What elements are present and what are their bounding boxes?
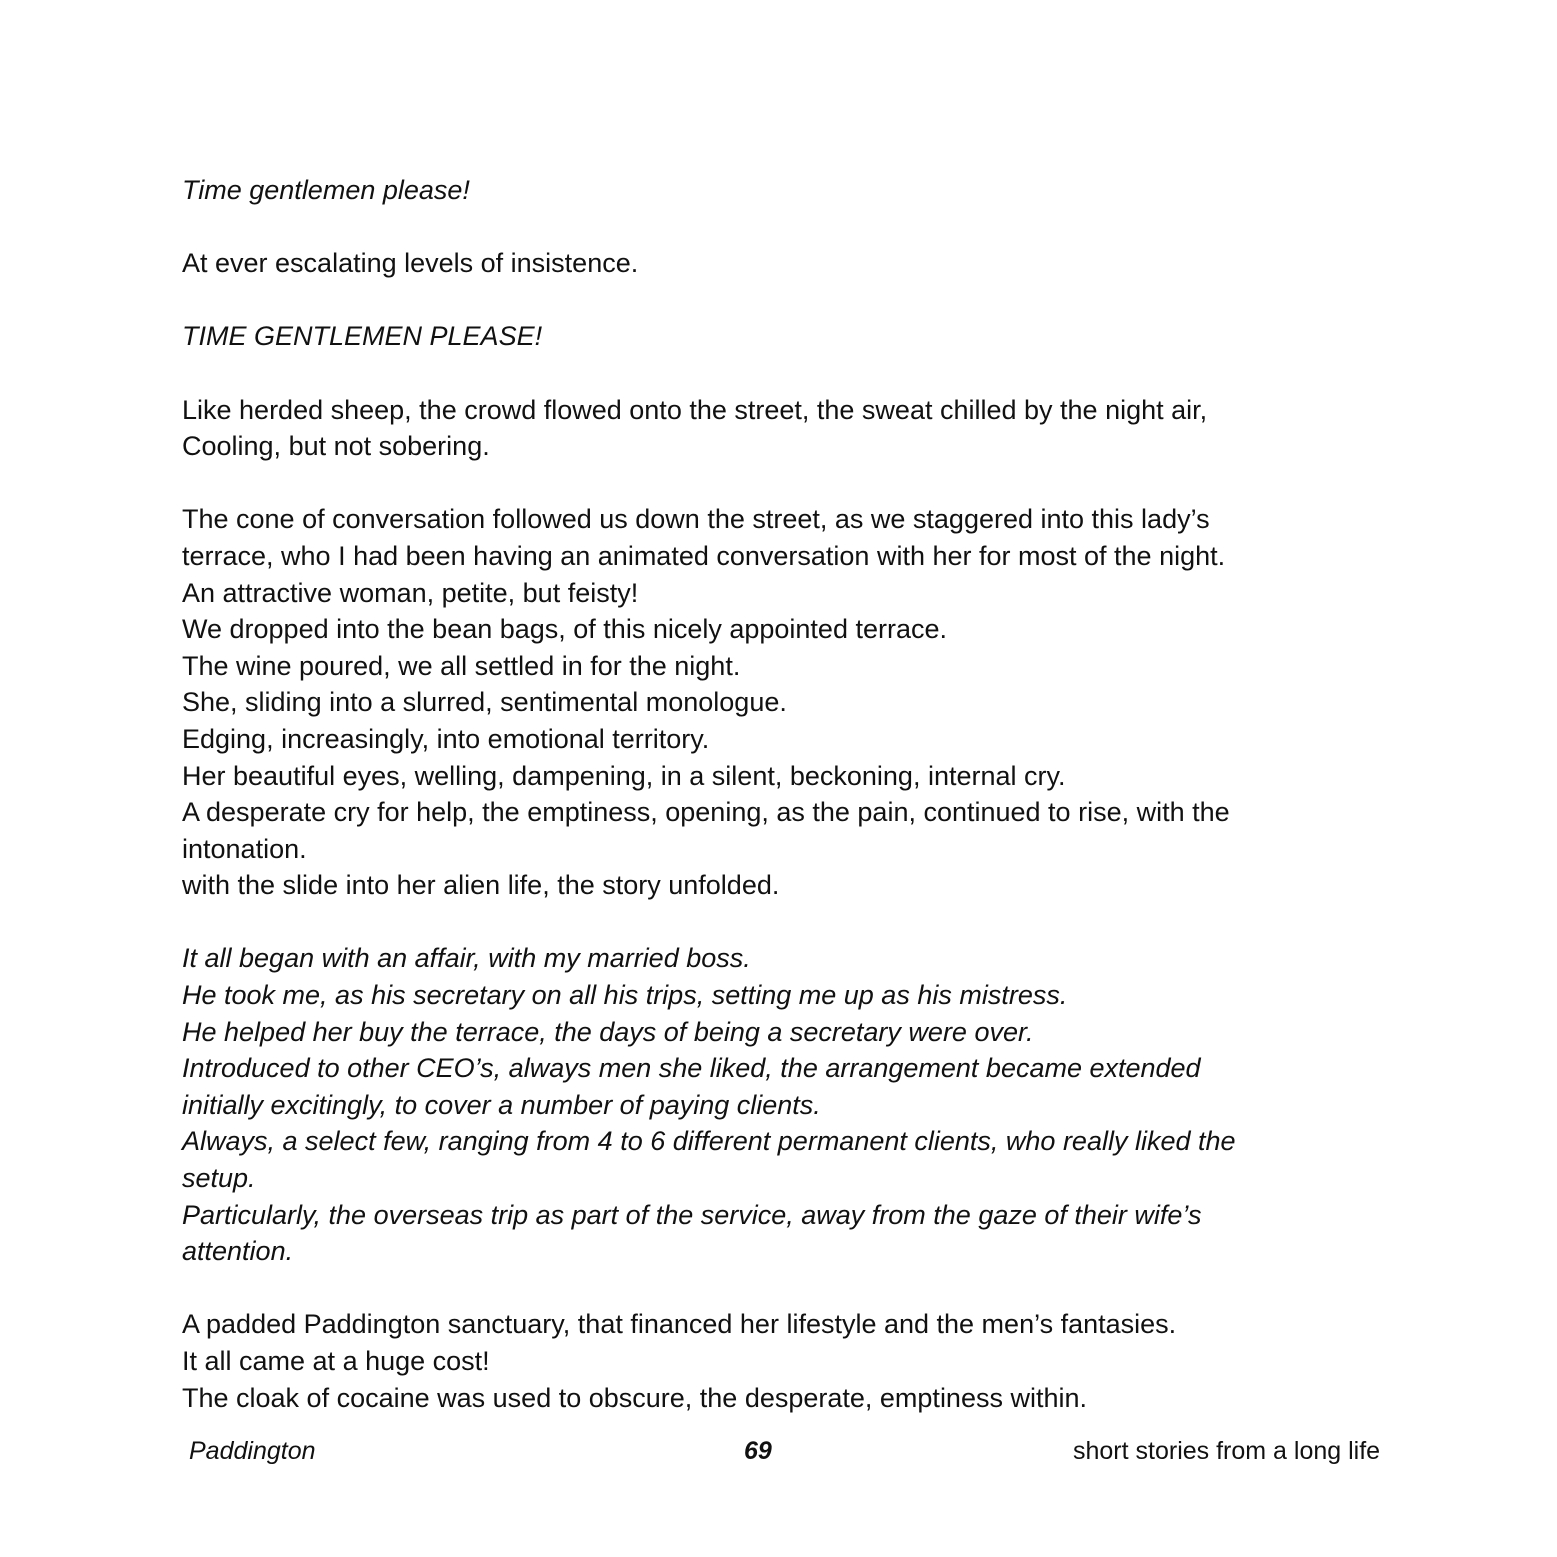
narration-line: At ever escalating levels of insistence. (182, 248, 639, 279)
landlord-call: Time gentlemen please! (182, 175, 470, 205)
landlord-call-loud: TIME GENTLEMEN PLEASE! (182, 321, 543, 352)
paragraph-gap (182, 282, 1412, 319)
story-text (182, 172, 1412, 1416)
paragraph-gap (182, 1270, 1412, 1307)
footer-page-number: 69 (744, 1437, 772, 1465)
story-quote-line: Particularly, the overseas trip as part of the service, away from the gaze of their wife’s (182, 1199, 1202, 1230)
story-quote-line: initially excitingly, to cover a number of paying clients. (182, 1089, 821, 1120)
narration-line: terrace, who I had been having an animated conversation with her for most of the night. (182, 540, 1226, 571)
story-quote-line: Introduced to other CEO’s, always men she liked, the arrangement became extended (182, 1053, 1201, 1084)
story-quote-line: He helped her buy the terrace, the days of being a secretary were over. (182, 1016, 1034, 1047)
story-quote-line: attention. (182, 1236, 294, 1267)
narration-line: The wine poured, we all settled in for the night. (182, 650, 741, 681)
story-quote-line: Always, a select few, ranging from 4 to 6 different permanent clients, who really liked the (182, 1126, 1236, 1157)
footer-chapter-title: Paddington (189, 1437, 316, 1465)
narration-line: with the slide into her alien life, the story unfolded. (182, 870, 780, 901)
narration-line: A desperate cry for help, the emptiness, opening, as the pain, continued to rise, with the (182, 797, 1230, 828)
paragraph-gap (182, 465, 1412, 502)
paragraph-gap (182, 209, 1412, 246)
narration-line: Her beautiful eyes, welling, dampening, in a silent, beckoning, internal cry. (182, 760, 1066, 791)
narration-line: Cooling, but not sobering. (182, 431, 490, 462)
narration-line: Like herded sheep, the crowd flowed onto the street, the sweat chilled by the night air, (182, 394, 1208, 425)
narration-line: The cone of conversation followed us down the street, as we staggered into this lady’s (182, 504, 1210, 535)
narration-line: Edging, increasingly, into emotional territory. (182, 723, 710, 754)
paragraph-gap (182, 355, 1412, 392)
story-quote-line: setup. (182, 1163, 256, 1194)
narration-line: She, sliding into a slurred, sentimental monologue. (182, 687, 787, 718)
narration-line: The cloak of cocaine was used to obscure, the desperate, emptiness within. (182, 1382, 1088, 1413)
footer-book-title: short stories from a long life (1073, 1437, 1381, 1465)
page-footer (0, 1433, 1557, 1469)
paragraph-gap (182, 904, 1412, 941)
story-quote-line: It all began with an affair, with my married boss. (182, 943, 751, 974)
narration-line: intonation. (182, 833, 307, 864)
narration-line: We dropped into the bean bags, of this nicely appointed terrace. (182, 614, 948, 645)
narration-line: A padded Paddington sanctuary, that financed her lifestyle and the men’s fantasies. (182, 1309, 1177, 1340)
story-quote-line: He took me, as his secretary on all his trips, setting me up as his mistress. (182, 980, 1068, 1011)
narration-line: An attractive woman, petite, but feisty! (182, 577, 639, 608)
narration-line: It all came at a huge cost! (182, 1346, 490, 1376)
